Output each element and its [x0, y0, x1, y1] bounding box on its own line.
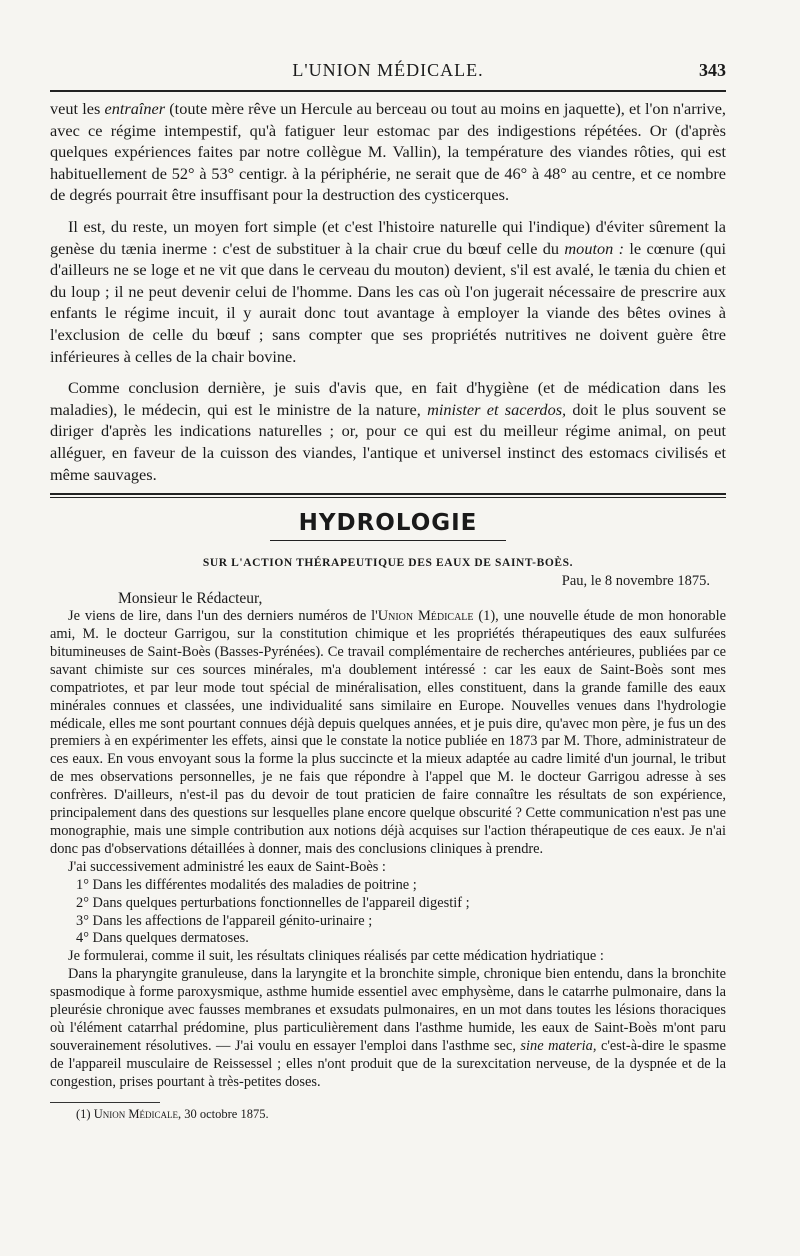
- list-item: 4° Dans quelques dermatoses.: [76, 930, 249, 947]
- list-item: 1° Dans les différentes modalités des maladies de poitrine ;: [76, 876, 417, 893]
- letter-paragraph-4: Dans la pharyngite granuleuse, dans la laryngite et la bronchite simple, chronique bien entendu, dans la bronchite spasmodique à forme paroxysmique, asthme humide essentiel avec emphysème, dans le catarrhe pulmonaire, dans la pleurésie chronique avec fausses membranes et exsudats pulmonaires, en un mot dans toutes les lésions thoraciques où l'élément catarrhal prédomine, plus particulièrement dans l'asthme humide, les eaux de Saint-Boès m'ont paru souverainement résolutives. — J'ai voulu en essayer l'emploi dans l'asthme sec, sine materia, c'est-à-dire le spasme de l'appareil musculaire de Reissessel ; elles n'ont produit que de la surexcitation nerveuse, de la dyspnée et de la congestion, prises pourtant à très-petites doses.: [50, 966, 726, 1090]
- paragraph-3: Comme conclusion dernière, je suis d'avis que, en fait d'hygiène (et de médication dans les maladies), le médecin, qui est le ministre de la nature, minister et sacerdos, doit le plus souvent se diriger d'après les indications naturelles ; or, pour ce qui est du meilleur régime animal, on peut alléguer, en faveur de la cuisson des viandes, l'antique et universel instinct des estomacs civilisés et même sauvages.: [50, 378, 726, 484]
- paragraph-1: veut les entraîner (toute mère rêve un Hercule au berceau ou tout au moins en jaquette), et l'on n'arrive, avec ce régime intempestif, qu'à fatiguer leur estomac par des indigestions répétées. Or (d'après quelques expériences faites par notre collègue M. Vallin), la température des viandes rôties, qui est habituellement de 52° à 53° centigr. à la périphérie, ne serait que de 46° à 48° au centre, et ce nombre de degrés pourrait être insuffisant pour la destruction des cysticerques.: [50, 99, 726, 205]
- list-item: 2° Dans quelques perturbations fonctionnelles de l'appareil digestif ;: [76, 894, 470, 911]
- section-title: HYDROLOGIE: [298, 510, 478, 537]
- page-number: 343: [699, 60, 726, 80]
- paragraph-2: Il est, du reste, un moyen fort simple (et c'est l'histoire naturelle qui l'indique) d'éviter sûrement la genèse du tænia inerme : c'est de substituer à la chair crue du bœuf celle du mouton : le cœnure (qui d'ailleurs ne se loge et ne vit que dans le cerveau du mouton) devient, s'il est avalé, le tænia du chien et du loup ; il ne peut devenir celui de l'homme. Dans les cas où l'on jugerait nécessaire de prescrire aux enfants le régime incuit, il y aurait donc tout avantage à employer la viande des bêtes ovines à l'exclusion de celle du bœuf ; sans compter que ses propriétés nutritives ne doivent guère être inférieures à celles de la chair bovine.: [50, 216, 726, 366]
- list-item: 3° Dans les affections de l'appareil génito-urinaire ;: [76, 912, 373, 929]
- page: [50, 52, 726, 1122]
- letter-paragraph-1: Je viens de lire, dans l'un des derniers numéros de l'Union Médicale (1), une nouvelle étude de mon honorable ami, M. le docteur Garrigou, sur la constitution chimique et les propriétés thérapeutiques des eaux sulfurées bitumineuses de Saint-Boès (Basses-Pyrénées). Ce travail complémentaire de recherches antérieures, publiées par ce savant chimiste sur ces sources minérales, m'a doublement intéressé : car les eaux de Saint-Boès sont mes compatriotes, et par leur mode tout spécial de minéralisation, elles constituent, dans la grande famille des eaux minérales connues et classées, une individualité sans similaire en Europe. Nouvelles venues dans l'hydrologie médicale, elles me sont pourtant connues déjà depuis quelques années, et je puis dire, qu'avec mon père, je fus un des premiers à en expérimenter les effets, ainsi que le constate la notice publiée en 1873 par M. Thore, administrateur de ces eaux. En vous envoyant sous la forme la plus succincte et la mieux adaptée au cadre limité d'un journal, le tribut de mes observations personnelles, je ne fais que répondre à l'appel que M. le docteur Garrigou adresse à ses confrères. D'ailleurs, n'est-il pas du devoir de tout praticien de faire connaître les résultats de son expérience, principalement dans des questions sur lesquelles plane encore quelque obscurité ? Cette communication n'est pas une monographie, mais une simple contribution aux notions déjà acquises sur l'action thérapeutique de ces eaux. Je n'ai donc pas d'observations détaillées à donner, mais des conclusions cliniques à prendre.: [50, 608, 726, 857]
- dateline: Pau, le 8 novembre 1875.: [561, 573, 710, 590]
- letter-paragraph-3: Je formulerai, comme il suit, les résultats cliniques réalisés par cette médication hydriatique :: [68, 948, 604, 965]
- article-subtitle: SUR L'ACTION THÉRAPEUTIQUE DES EAUX DE SAINT-BOÈS.: [202, 557, 574, 570]
- treatment-list: [50, 877, 726, 949]
- footnote: (1) Union Médicale, 30 octobre 1875.: [76, 1106, 269, 1121]
- article-continuation: [50, 98, 726, 485]
- header-rule: [50, 90, 726, 92]
- section-divider-thick: [50, 493, 726, 495]
- running-header: [50, 52, 726, 88]
- section-title-rule: [270, 540, 506, 541]
- section-divider-thin: [50, 497, 726, 498]
- salutation: Monsieur le Rédacteur,: [118, 590, 263, 608]
- journal-title: L'UNION MÉDICALE.: [292, 60, 484, 80]
- letter-body: [50, 608, 726, 1091]
- letter-paragraph-2: J'ai successivement administré les eaux de Saint-Boès :: [68, 858, 386, 875]
- footnote-rule: [50, 1102, 160, 1103]
